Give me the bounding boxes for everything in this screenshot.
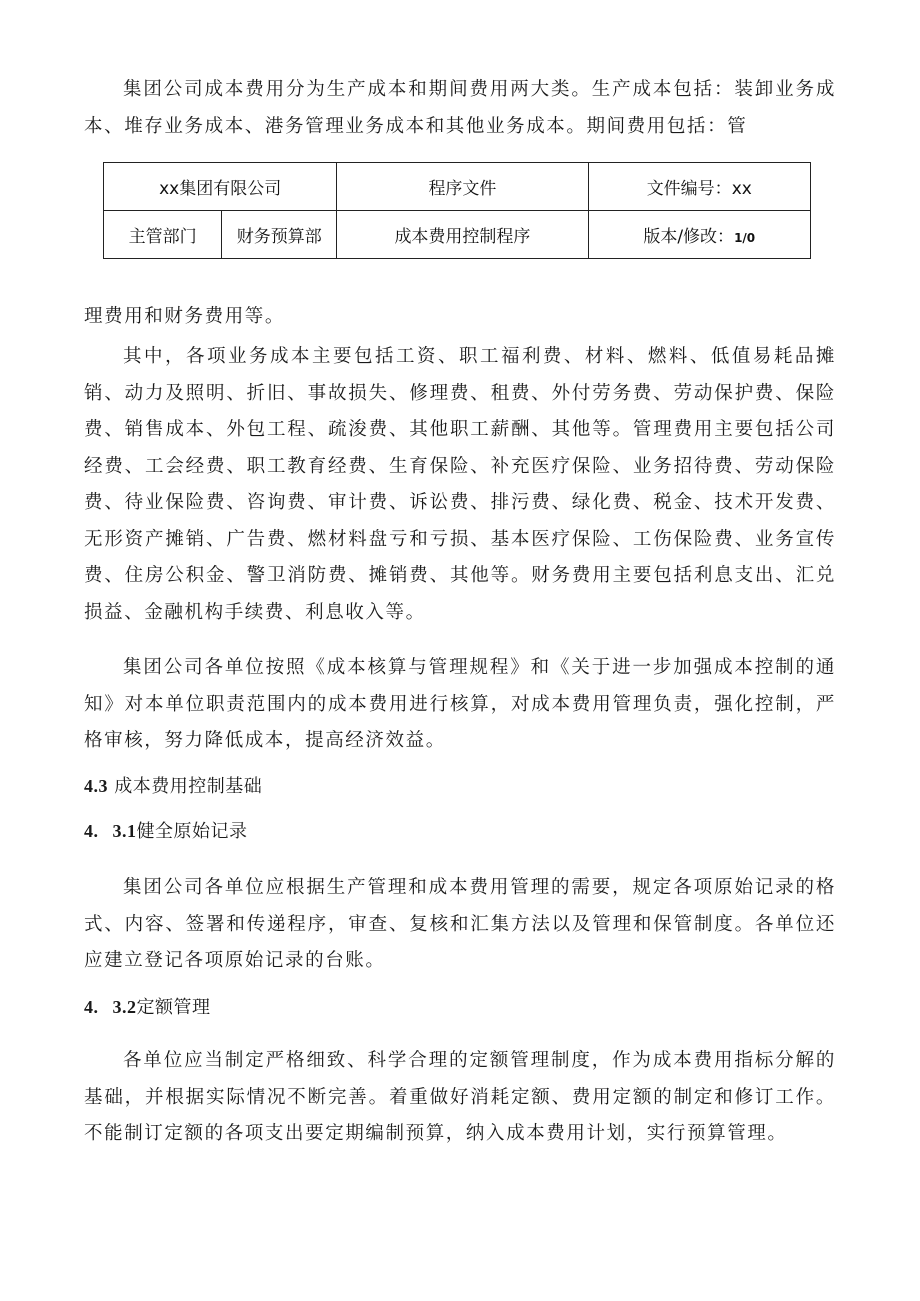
version-cell (588, 211, 811, 259)
doc-number-label: 文件编号： (646, 179, 732, 199)
doc-number-cell (588, 163, 811, 211)
paragraph-quota-management: 各单位应当制定严格细致、科学合理的定额管理制度，作为成本费用指标分解的基础，并根据实际情况不断完善。着重做好消耗定额、费用定额的制定和修订工作。不能制订定额的各项支出要定期编制预算，纳入成本费用计划，实行预算管理。 (84, 1050, 836, 1144)
version-label: 版本/修改： (643, 227, 735, 247)
section-heading-4-3-2 (84, 994, 211, 1021)
paragraph-original-records: 集团公司各单位应根据生产管理和成本费用管理的需要，规定各项原始记录的格式、内容、签署和传递程序，审查、复核和汇集方法以及管理和保管制度。各单位还应建立登记各项原始记录的台账。 (84, 877, 836, 971)
section-heading-4-3-1 (84, 818, 248, 845)
doc-number-value: xx (731, 179, 752, 199)
doc-type-cell: 程序文件 (337, 163, 588, 211)
header-row-2 (104, 211, 811, 259)
section-number-suffix: 3.1 (112, 821, 137, 841)
procedure-name-cell: 成本费用控制程序 (337, 211, 588, 259)
document-header-table (103, 162, 811, 259)
section-number-prefix: 4. (84, 997, 99, 1017)
company-name-cell: xx集团有限公司 (104, 163, 337, 211)
section-number: 4.3 (84, 776, 108, 796)
section-title: 定额管理 (136, 997, 211, 1018)
section-title: 成本费用控制基础 (114, 776, 263, 797)
header-row-1 (104, 163, 811, 211)
section-number-prefix: 4. (84, 821, 99, 841)
version-value: 1/0 (734, 231, 756, 245)
section-heading-4-3 (84, 773, 262, 800)
dept-label-cell: 主管部门 (104, 211, 222, 259)
section-number-suffix: 3.2 (112, 997, 137, 1017)
paragraph-accounting-rules: 集团公司各单位按照《成本核算与管理规程》和《关于进一步加强成本控制的通知》对本单位职责范围内的成本费用进行核算，对成本费用管理负责，强化控制，严格审核，努力降低成本，提高经济效益。 (84, 657, 836, 751)
section-title: 健全原始记录 (136, 821, 248, 842)
paragraph-cost-categories-continued: 理费用和财务费用等。 (84, 306, 286, 327)
dept-value-cell: 财务预算部 (222, 211, 337, 259)
paragraph-cost-categories: 集团公司成本费用分为生产成本和期间费用两大类。生产成本包括：装卸业务成本、堆存业务成本、港务管理业务成本和其他业务成本。期间费用包括：管 (84, 79, 836, 137)
paragraph-cost-items: 其中，各项业务成本主要包括工资、职工福利费、材料、燃料、低值易耗品摊销、动力及照明、折旧、事故损失、修理费、租费、外付劳务费、劳动保护费、保险费、销售成本、外包工程、疏浚费、其他职工薪酬、其他等。管理费用主要包括公司经费、工会经费、职工教育经费、生育保险、补充医疗保险、业务招待费、劳动保险费、待业保险费、咨询费、审计费、诉讼费、排污费、绿化费、税金、技术开发费、无形资产摊销、广告费、燃材料盘亏和亏损、基本医疗保险、工伤保险费、业务宣传费、住房公积金、警卫消防费、摊销费、其他等。财务费用主要包括利息支出、汇兑损益、金融机构手续费、利息收入等。 (84, 346, 836, 623)
